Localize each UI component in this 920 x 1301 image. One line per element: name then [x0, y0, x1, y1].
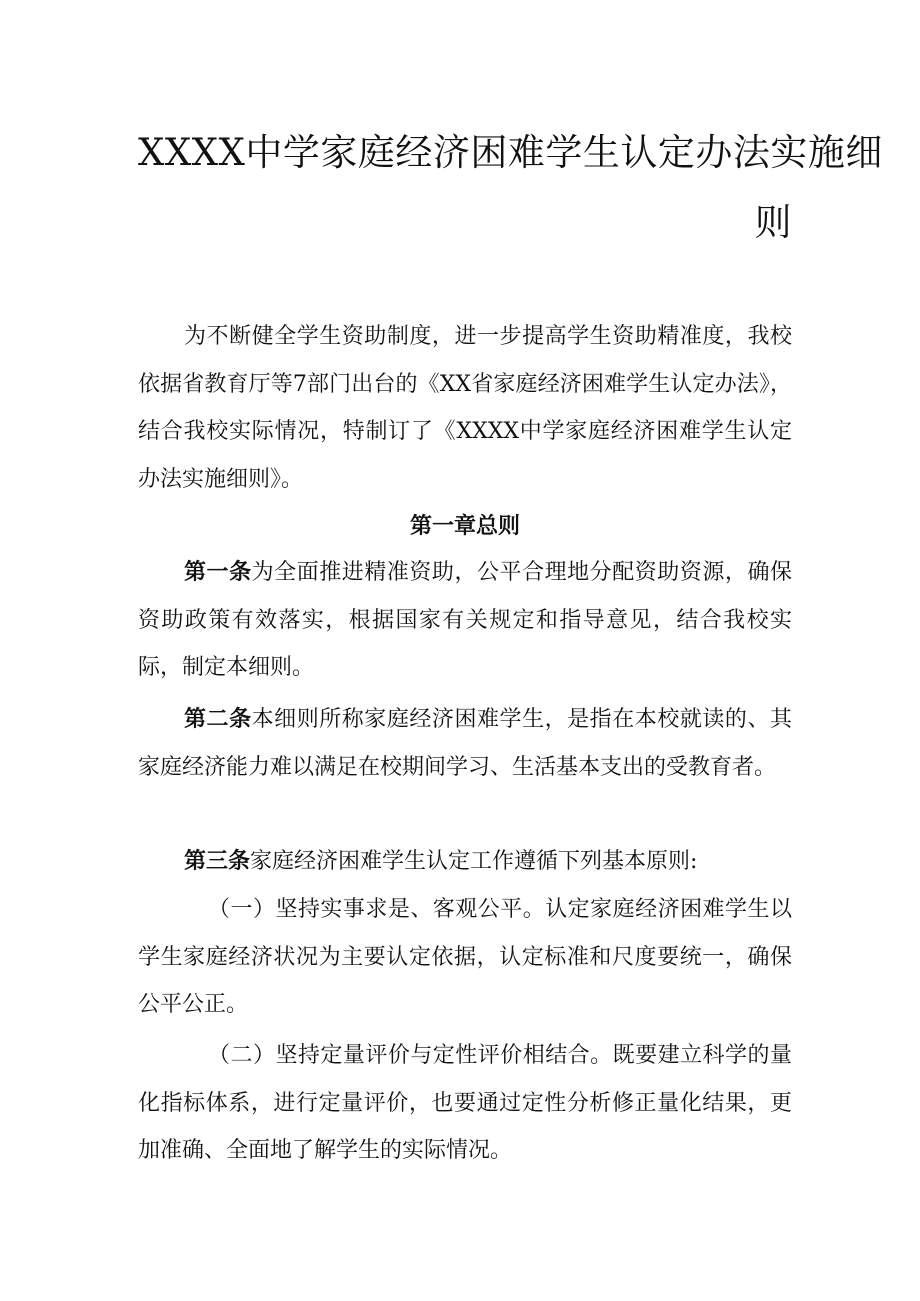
article-2-label: 第二条 — [184, 706, 252, 732]
article-2-text: 本细则所称家庭经济困难学生，是指在本校就读的、其家庭经济能力难以满足在校期间学习、生活基本支出的受教育者。 — [138, 707, 792, 780]
article-3 — [138, 838, 792, 886]
principle-2: （二）坚持定量评价与定性评价相结合。既要建立科学的量化指标体系，进行定量评价，也要通过定性分析修正量化结果，更加准确、全面地了解学生的实际情况。 — [138, 1043, 792, 1163]
article-3-text: 家庭经济困难学生认定工作遵循下列基本原则: — [250, 849, 698, 874]
article-1-label: 第一条 — [184, 559, 252, 585]
article-2 — [138, 696, 792, 791]
article-1 — [138, 549, 792, 692]
principle-1: （一）坚持实事求是、客观公平。认定家庭经济困难学生以学生家庭经济状况为主要认定依据，认定标准和尺度要统一，确保公平公正。 — [138, 897, 792, 1017]
chapter-heading: 第一章总则 — [409, 513, 520, 539]
document-title-line1: XXXX中学家庭经济困难学生认定办法实施细 — [138, 131, 883, 174]
intro-paragraph: 为不断健全学生资助制度，进一步提高学生资助精准度，我校依据省教育厅等7部门出台的《XX省家庭经济困难学生认定办法》，结合我校实际情况，特制订了《XXXX中学家庭经济困难学生认定办法实施细则》。 — [138, 324, 792, 492]
article-3-label: 第三条 — [184, 848, 251, 874]
document-title-line2: 则 — [754, 201, 792, 244]
article-1-text: 为全面推进精准资助，公平合理地分配资助资源，确保资助政策有效落实，根据国家有关规定和指导意见，结合我校实际，制定本细则。 — [138, 560, 792, 680]
